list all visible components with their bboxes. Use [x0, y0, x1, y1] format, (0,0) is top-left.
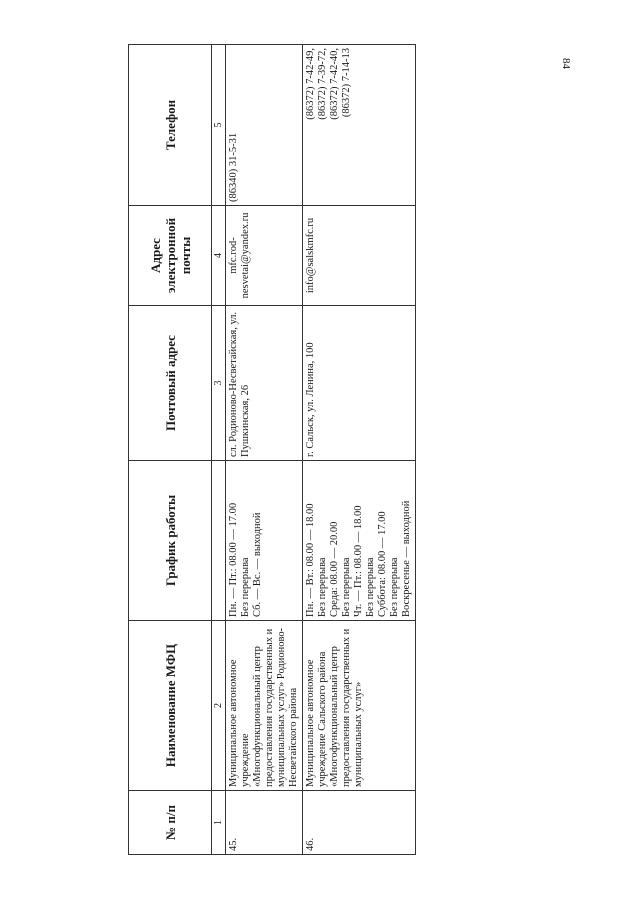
row-email: info@salskmfc.ru — [303, 206, 416, 306]
row-phone — [226, 45, 303, 206]
header-name: Наименование МФЦ — [129, 621, 212, 791]
row-num: 45. — [226, 791, 303, 855]
schedule-line: Пн. — Пт.: 08.00 — 17.00 — [228, 502, 239, 617]
row-name: Муниципальное автономное учреждение Сальского района «Многофункциональный центр предоставления государственных и муниципальных услуг» — [303, 621, 416, 791]
column-number: 5 — [212, 45, 226, 206]
schedule-line: Без перерыва — [365, 557, 376, 617]
schedule-line: Без перерыва — [341, 557, 352, 617]
schedule-line: Без перерыва — [317, 557, 328, 617]
mfc-table — [128, 44, 416, 855]
page-number: 84 — [560, 58, 572, 69]
row-email: mfc.rod-nesvetai@yandex.ru — [226, 206, 303, 306]
header-num: № п/п — [129, 791, 212, 855]
schedule-line: Сб. — Вс. — выходной — [252, 512, 263, 617]
row-num: 46. — [303, 791, 416, 855]
header-phone: Телефон — [129, 45, 212, 206]
column-number — [212, 461, 226, 621]
row-schedule — [226, 461, 303, 621]
schedule-line: Суббота: 08.00 — 17.00 — [377, 511, 388, 617]
table-row — [303, 45, 416, 855]
rotated-table-container — [128, 45, 416, 855]
header-schedule: График работы — [129, 461, 212, 621]
header-address: Почтовый адрес — [129, 306, 212, 461]
phone-line: (86372) 7-42-49, — [305, 48, 316, 120]
phone-line: (86372) 7-14-13 — [341, 48, 352, 118]
phone-line: (86372) 7-42-40, — [329, 48, 340, 120]
row-name: Муниципальное автономное учреждение «Многофункциональный центр предоставления государственных и муниципальных услуг» Родионово-Несветайского района — [226, 621, 303, 791]
schedule-line: Пн. — Вт.: 08.00 — 18.00 — [305, 503, 316, 617]
column-number-row — [212, 45, 226, 855]
header-row — [129, 45, 212, 855]
table-row — [226, 45, 303, 855]
column-number: 1 — [212, 791, 226, 855]
row-address: сл. Родионово-Несветайская, ул. Пушкинская, 26 — [226, 306, 303, 461]
schedule-line: Без перерыва — [389, 557, 400, 617]
schedule-line: Среда: 08.00 — 20.00 — [329, 521, 340, 617]
row-phone — [303, 45, 416, 206]
phone-line: (86372) 7-39-72, — [317, 48, 328, 120]
column-number: 2 — [212, 621, 226, 791]
column-number: 4 — [212, 206, 226, 306]
schedule-line: Воскресенье — выходной — [401, 500, 412, 617]
phone-line: (86340) 31-5-31 — [228, 132, 239, 202]
header-email: Адрес электронной почты — [129, 206, 212, 306]
schedule-line: Чт. — Пт.: 08.00 — 18.00 — [353, 505, 364, 617]
schedule-line: Без перерыва — [240, 557, 251, 617]
row-address: г. Сальск, ул. Ленина, 100 — [303, 306, 416, 461]
column-number: 3 — [212, 306, 226, 461]
row-schedule — [303, 461, 416, 621]
